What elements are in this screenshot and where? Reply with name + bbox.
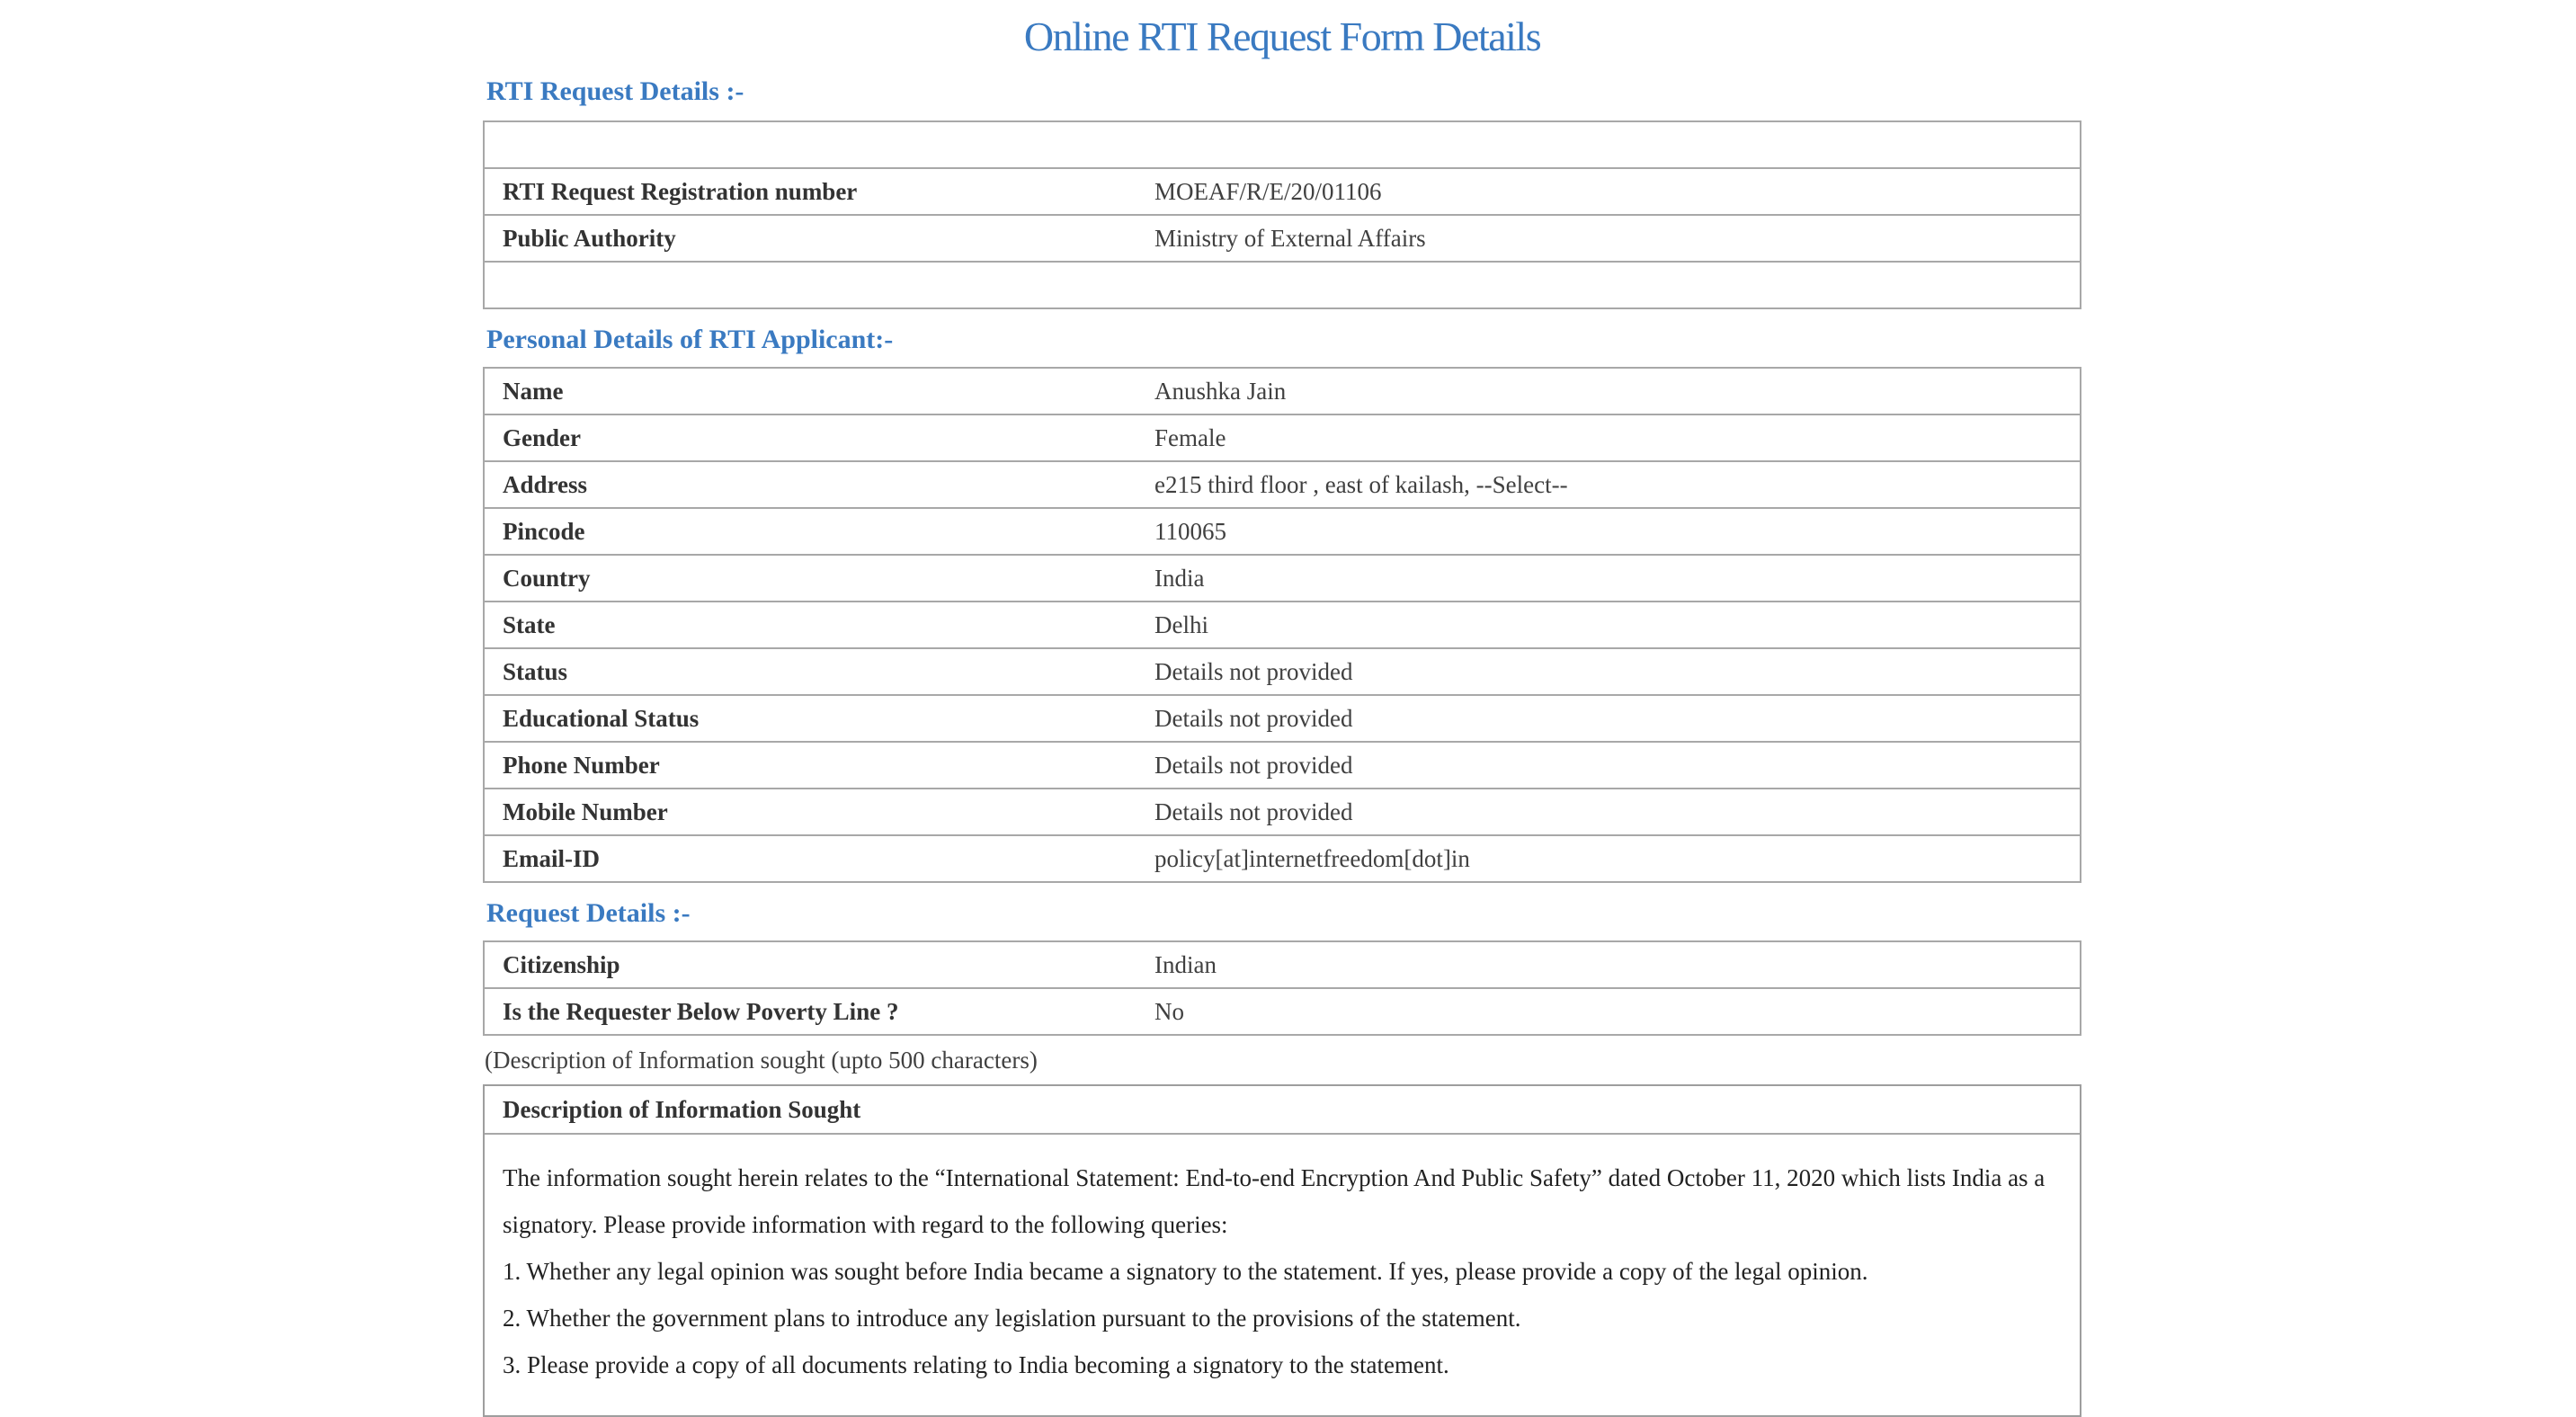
table-row (484, 121, 2081, 168)
section-title-personal: Personal Details of RTI Applicant:- (486, 325, 894, 354)
table-row (484, 461, 2081, 508)
table-row (484, 695, 2081, 742)
address-value: e215 third floor , east of kailash, --Select-- (1136, 461, 2081, 508)
table-row (484, 789, 2081, 835)
blank-row (484, 262, 2081, 308)
bpl-value: No (1136, 988, 2081, 1035)
rti-form-page (483, 0, 2081, 1417)
description-paragraph: 2. Whether the government plans to introduce any legislation pursuant to the provisions of the statement. (503, 1305, 1521, 1332)
table-row (484, 215, 2081, 262)
educational-status-value: Details not provided (1136, 695, 2081, 742)
table-row (484, 555, 2081, 602)
country-value: India (1136, 555, 2081, 602)
field-label: Educational Status (484, 695, 1136, 742)
field-label: Phone Number (484, 742, 1136, 789)
description-paragraph: The information sought herein relates to the “International Statement: End-to-end Encryption And Public Safety” dated October 11, 2020 which lists India as a signatory. Please provide information with regard to the following queries: (503, 1164, 2046, 1238)
table-row (484, 941, 2081, 988)
table-row (484, 508, 2081, 555)
table-row (484, 648, 2081, 695)
table-row (484, 602, 2081, 648)
description-heading: Description of Information Sought (485, 1086, 2080, 1135)
field-label: Is the Requester Below Poverty Line ? (484, 988, 1136, 1035)
mobile-number-value: Details not provided (1136, 789, 2081, 835)
field-label: Status (484, 648, 1136, 695)
field-label: Name (484, 368, 1136, 414)
field-label: Address (484, 461, 1136, 508)
field-label: Country (484, 555, 1136, 602)
field-label: Email-ID (484, 835, 1136, 882)
personal-details-table (483, 367, 2081, 883)
section-title-rti-request: RTI Request Details :- (486, 76, 744, 106)
table-row (484, 414, 2081, 461)
citizenship-value: Indian (1136, 941, 2081, 988)
description-paragraph: 3. Please provide a copy of all documents relating to India becoming a signatory to the statement. (503, 1351, 1449, 1378)
pincode-value: 110065 (1136, 508, 2081, 555)
table-row (484, 742, 2081, 789)
field-label: Citizenship (484, 941, 1136, 988)
table-row (484, 835, 2081, 882)
field-label: State (484, 602, 1136, 648)
gender-value: Female (1136, 414, 2081, 461)
page-title: Online RTI Request Form Details (1023, 13, 1541, 59)
section-title-request: Request Details :- (486, 898, 691, 928)
description-box (483, 1084, 2081, 1417)
request-details-table (483, 940, 2081, 1036)
status-value: Details not provided (1136, 648, 2081, 695)
state-value: Delhi (1136, 602, 2081, 648)
description-note: (Description of Information sought (upto 500 characters) (485, 1047, 1038, 1074)
description-body (485, 1135, 2080, 1415)
table-row (484, 988, 2081, 1035)
field-label: Mobile Number (484, 789, 1136, 835)
description-paragraph: 1. Whether any legal opinion was sought before India became a signatory to the statement. If yes, please provide a copy of the legal opinion. (503, 1258, 1868, 1285)
rti-request-table (483, 120, 2081, 309)
public-authority-value: Ministry of External Affairs (1136, 215, 2081, 262)
registration-number-value: MOEAF/R/E/20/01106 (1136, 168, 2081, 215)
table-row (484, 168, 2081, 215)
email-value: policy[at]internetfreedom[dot]in (1136, 835, 2081, 882)
field-label: Gender (484, 414, 1136, 461)
field-label: RTI Request Registration number (484, 168, 1136, 215)
field-label: Pincode (484, 508, 1136, 555)
table-row (484, 262, 2081, 308)
blank-row (484, 121, 2081, 168)
phone-number-value: Details not provided (1136, 742, 2081, 789)
table-row (484, 368, 2081, 414)
name-value: Anushka Jain (1136, 368, 2081, 414)
field-label: Public Authority (484, 215, 1136, 262)
